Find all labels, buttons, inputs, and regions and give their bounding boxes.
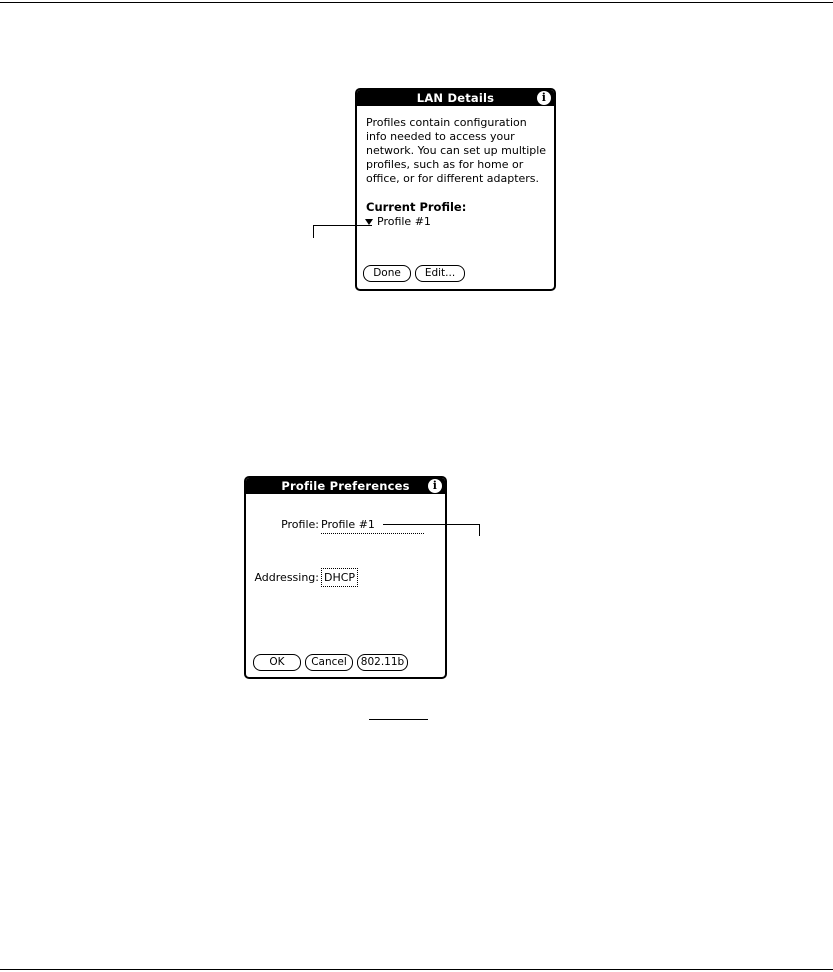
ok-button[interactable]: OK — [253, 654, 301, 671]
profile-field-underline — [321, 533, 424, 534]
description-line: network. You can set up multiple — [366, 144, 547, 157]
description-line: info needed to access your — [366, 130, 515, 143]
edit-button[interactable]: Edit... — [415, 265, 465, 282]
profile-preferences-title: Profile Preferences — [281, 479, 410, 493]
lan-details-titlebar — [357, 90, 554, 106]
underline-mark — [369, 719, 428, 720]
done-button[interactable]: Done — [363, 265, 411, 282]
profile-label: Profile: — [281, 518, 319, 531]
callout-line — [383, 524, 480, 525]
description-line: profiles, such as for home or — [366, 158, 524, 171]
bottom-rule — [0, 969, 833, 970]
info-icon[interactable]: i — [428, 479, 442, 493]
callout-line — [313, 225, 372, 226]
lan-details-description — [366, 116, 546, 186]
callout-line-tick — [313, 225, 314, 238]
profile-preferences-titlebar — [246, 478, 445, 494]
description-line: Profiles contain configuration — [366, 116, 527, 129]
info-icon[interactable]: i — [537, 91, 551, 105]
profile-preferences-dialog — [244, 476, 447, 679]
802-11b-button[interactable]: 802.11b — [357, 654, 408, 671]
lan-details-dialog — [355, 88, 556, 291]
addressing-selector[interactable]: DHCP — [321, 568, 358, 587]
current-profile-value: Profile #1 — [377, 215, 431, 228]
lan-details-title: LAN Details — [416, 91, 495, 105]
current-profile-label: Current Profile: — [366, 200, 467, 214]
profile-name-field[interactable]: Profile #1 — [321, 518, 375, 531]
current-profile-popup-trigger[interactable] — [365, 215, 431, 229]
addressing-label: Addressing: — [254, 571, 319, 584]
top-rule — [0, 2, 833, 3]
description-line: office, or for different adapters. — [366, 172, 540, 185]
callout-line-tick — [479, 524, 480, 536]
cancel-button[interactable]: Cancel — [305, 654, 353, 671]
